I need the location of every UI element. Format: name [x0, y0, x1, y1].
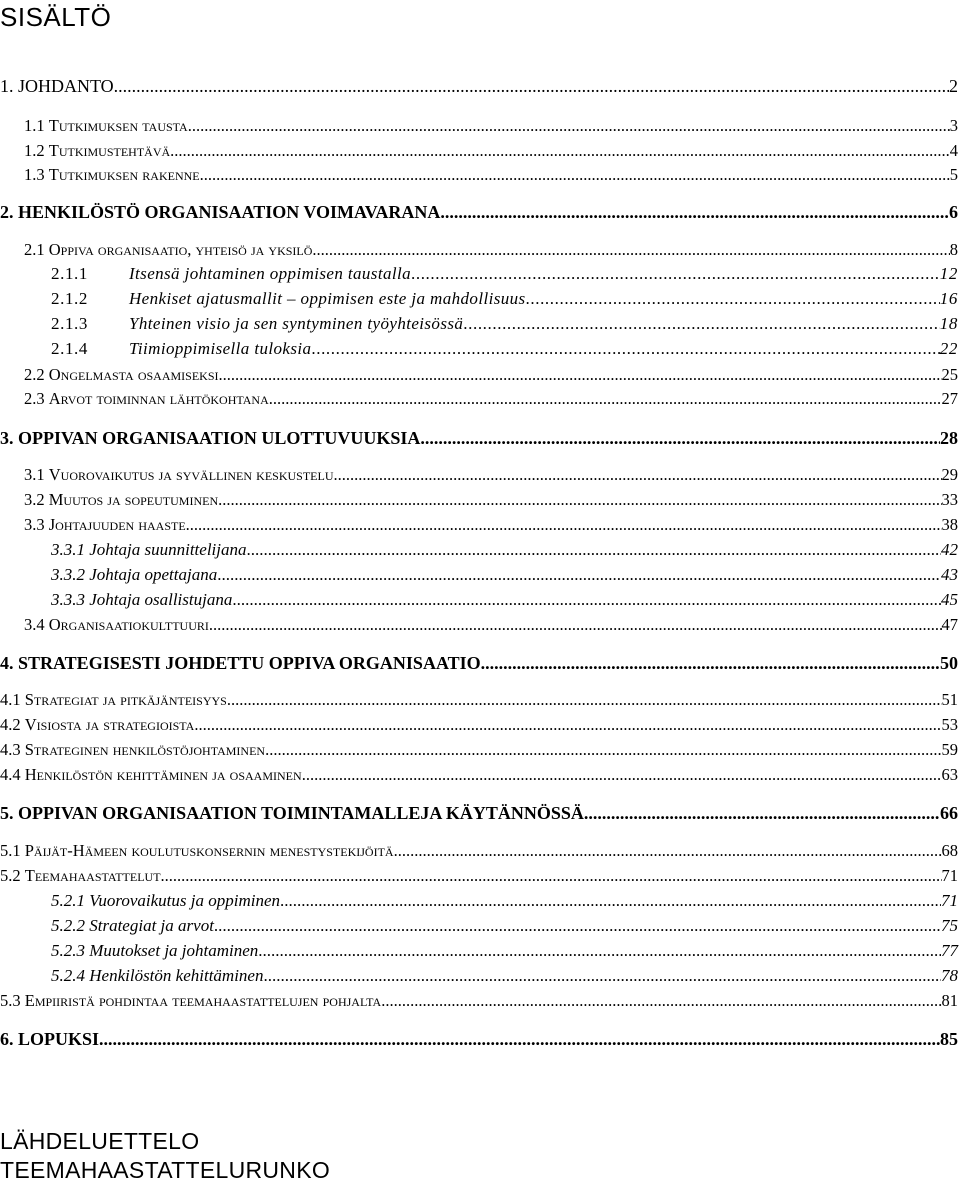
toc-leader — [258, 941, 941, 961]
toc-leader — [218, 490, 941, 510]
toc-page-number: 22 — [939, 339, 958, 358]
toc-entry[interactable] — [0, 803, 958, 827]
toc-title: OPPIVAN ORGANISAATION ULOTTUVUUKSIA — [18, 428, 421, 448]
toc-number: 3. — [0, 428, 14, 448]
toc-title: Visiosta ja strategioista — [24, 715, 195, 734]
toc-title: Tutkimuksen tausta — [48, 116, 188, 135]
toc-number: 4. — [0, 653, 14, 673]
toc-number: 3.3.1 — [51, 540, 85, 559]
page-title: SISÄLTÖ — [0, 2, 112, 32]
toc-leader — [200, 165, 950, 185]
toc-leader — [232, 590, 941, 610]
toc-number: 3.2 — [24, 490, 45, 509]
toc-entry[interactable] — [24, 515, 958, 539]
toc-number: 1. — [0, 76, 14, 96]
toc-leader — [186, 515, 942, 535]
toc-entry[interactable] — [51, 314, 958, 338]
toc-number: 2.1.4 — [51, 339, 88, 358]
toc-number: 2.1.1 — [51, 264, 88, 283]
toc-entry[interactable] — [0, 991, 958, 1015]
toc-title: Vuorovaikutus ja oppiminen — [89, 891, 281, 910]
toc-leader — [302, 765, 942, 785]
interview-outline-heading: TEEMAHAASTATTELURUNKO — [0, 1157, 331, 1183]
toc-title: Itsensä johtaminen oppimisen taustalla — [129, 264, 411, 283]
toc-title: Strateginen henkilöstöjohtaminen — [24, 740, 266, 759]
toc-number: 2.3 — [24, 389, 45, 408]
toc-leader — [333, 465, 941, 485]
toc-leader — [209, 615, 942, 635]
toc-number: 5. — [0, 803, 14, 823]
toc-entry[interactable] — [0, 428, 958, 452]
toc-entry[interactable] — [0, 202, 958, 226]
toc-title: Henkiset ajatusmallit – oppimisen este ja mahdollisuus — [129, 289, 526, 308]
toc-leader — [170, 141, 950, 161]
toc-entry[interactable] — [0, 765, 958, 789]
toc-title: OPPIVAN ORGANISAATION TOIMINTAMALLEJA KÄYTÄNNÖSSÄ — [18, 803, 584, 823]
toc-leader — [219, 365, 942, 385]
toc-page-number: 50 — [940, 653, 958, 673]
toc-leader — [194, 715, 941, 735]
toc-title: Strategiat ja pitkäjänteisyys — [24, 690, 227, 709]
toc-page-number: 85 — [940, 1029, 958, 1049]
toc-number: 5.2.4 — [51, 966, 85, 985]
toc-entry[interactable] — [51, 339, 958, 363]
toc-number: 3.3.2 — [51, 565, 85, 584]
toc-entry[interactable] — [0, 690, 958, 714]
toc-page-number: 59 — [941, 740, 958, 759]
toc-entry[interactable] — [51, 590, 958, 614]
toc-leader — [411, 264, 940, 284]
toc-entry[interactable] — [24, 141, 958, 165]
toc-title: Johtaja suunnittelijana — [89, 540, 247, 559]
toc-entry[interactable] — [0, 740, 958, 764]
toc-page-number: 3 — [949, 116, 958, 135]
toc-leader — [381, 991, 941, 1011]
toc-page-number: 45 — [941, 590, 958, 609]
toc-entry[interactable] — [51, 916, 958, 940]
toc-page-number: 68 — [941, 841, 958, 860]
toc-leader — [269, 389, 942, 409]
toc-title: Muutos ja sopeutuminen — [48, 490, 219, 509]
toc-title: Johtajuuden haaste — [48, 515, 186, 534]
toc-number: 3.3 — [24, 515, 45, 534]
toc-title: Tutkimustehtävä — [48, 141, 171, 160]
toc-number: 4.4 — [0, 765, 21, 784]
toc-title: Päijät-Hämeen koulutuskonsernin menestystekijöitä — [24, 841, 394, 860]
toc-page-number: 33 — [941, 490, 958, 509]
toc-number: 4.2 — [0, 715, 21, 734]
toc-page-number: 66 — [940, 803, 958, 823]
toc-leader — [99, 1029, 940, 1050]
toc-page-number: 28 — [940, 428, 958, 448]
toc-title: Tutkimuksen rakenne — [48, 165, 200, 184]
toc-number: 1.3 — [24, 165, 45, 184]
toc-number: 2.1.2 — [51, 289, 88, 308]
toc-entry[interactable] — [24, 465, 958, 489]
toc-leader — [265, 740, 941, 760]
toc-leader — [481, 653, 940, 674]
toc-page-number: 77 — [941, 941, 958, 960]
toc-page-number: 71 — [941, 891, 958, 910]
toc-title: Yhteinen visio ja sen syntyminen työyhteisössä — [129, 314, 464, 333]
toc-leader — [280, 891, 941, 911]
toc-title: Empiiristä pohdintaa teemahaastattelujen pohjalta — [24, 991, 382, 1010]
toc-page-number: 4 — [949, 141, 958, 160]
toc-entry[interactable] — [51, 264, 958, 288]
toc-entry[interactable] — [0, 841, 958, 865]
toc-number: 5.2.1 — [51, 891, 85, 910]
toc-entry[interactable] — [0, 653, 958, 677]
toc-number: 3.4 — [24, 615, 45, 634]
toc-entry[interactable] — [24, 165, 958, 189]
toc-title: Vuorovaikutus ja syvällinen keskustelu — [48, 465, 334, 484]
toc-leader — [217, 565, 941, 585]
toc-page-number: 53 — [941, 715, 958, 734]
toc-page-number: 78 — [941, 966, 958, 985]
toc-number: 3.1 — [24, 465, 45, 484]
toc-leader — [312, 240, 949, 260]
toc-number: 4.3 — [0, 740, 21, 759]
toc-title: Oppiva organisaatio, yhteisö ja yksilö — [48, 240, 313, 259]
toc-page-number: 27 — [941, 389, 958, 408]
toc-number: 5.2.3 — [51, 941, 85, 960]
toc-title: Tiimioppimisella tuloksia — [129, 339, 312, 358]
toc-entry[interactable] — [24, 490, 958, 514]
toc-entry[interactable] — [51, 565, 958, 589]
toc-page-number: 51 — [941, 690, 958, 709]
toc-page-number: 81 — [941, 991, 958, 1010]
toc-leader — [227, 690, 942, 710]
toc-title: Johtaja opettajana — [89, 565, 218, 584]
toc-leader — [440, 202, 949, 223]
toc-page-number: 38 — [941, 515, 958, 534]
toc-page-number: 18 — [939, 314, 958, 333]
toc-leader — [263, 966, 941, 986]
toc-number: 6. — [0, 1029, 14, 1049]
toc-entry[interactable] — [0, 1029, 958, 1053]
toc-page-number: 12 — [939, 264, 958, 283]
toc-number: 2. — [0, 202, 14, 222]
toc-title: LOPUKSI — [18, 1029, 100, 1049]
toc-page-number: 6 — [949, 202, 958, 222]
toc-page-number: 71 — [941, 866, 958, 885]
toc-number: 1.1 — [24, 116, 45, 135]
references-heading: LÄHDELUETTELO — [0, 1128, 200, 1154]
toc-entry[interactable] — [0, 866, 958, 890]
toc-number: 5.2 — [0, 866, 21, 885]
toc-leader — [161, 866, 942, 886]
toc-title: Henkilöstön kehittäminen — [89, 966, 264, 985]
toc-number: 5.3 — [0, 991, 21, 1010]
toc-leader — [247, 540, 942, 560]
toc-entry[interactable] — [24, 615, 958, 639]
toc-title: JOHDANTO — [18, 76, 114, 96]
toc-entry[interactable] — [51, 941, 958, 965]
toc-title: Muutokset ja johtaminen — [89, 941, 259, 960]
toc-page-number: 29 — [941, 465, 958, 484]
toc-leader — [214, 916, 941, 936]
toc-entry[interactable] — [51, 891, 958, 915]
toc-title: STRATEGISESTI JOHDETTU OPPIVA ORGANISAATIO — [18, 653, 481, 673]
toc-leader — [188, 116, 950, 136]
toc-leader — [394, 841, 942, 861]
toc-title: Teemahaastattelut — [24, 866, 161, 885]
toc-title: Henkilöstön kehittäminen ja osaaminen — [24, 765, 302, 784]
toc-entry[interactable] — [0, 715, 958, 739]
toc-page-number: 42 — [941, 540, 958, 559]
toc-number: 1.2 — [24, 141, 45, 160]
toc-leader — [584, 803, 940, 824]
toc-page-number: 75 — [941, 916, 958, 935]
toc-leader — [311, 339, 939, 359]
toc-title: HENKILÖSTÖ ORGANISAATION VOIMAVARANA — [18, 202, 441, 222]
toc-page-number: 8 — [949, 240, 958, 259]
toc-leader — [114, 76, 949, 97]
toc-page-number: 25 — [941, 365, 958, 384]
toc-number: 2.1 — [24, 240, 45, 259]
toc-title: Arvot toiminnan lähtökohtana — [48, 389, 269, 408]
toc-number: 5.1 — [0, 841, 21, 860]
toc-page-number: 2 — [949, 76, 958, 96]
toc-leader — [463, 314, 940, 334]
toc-page-number: 5 — [949, 165, 958, 184]
toc-entry[interactable] — [0, 76, 958, 100]
toc-page-number: 43 — [941, 565, 958, 584]
toc-title: Strategiat ja arvot — [89, 916, 214, 935]
toc-entry[interactable] — [24, 365, 958, 389]
toc-entry[interactable] — [51, 289, 958, 313]
toc-leader — [420, 428, 940, 449]
toc-entry[interactable] — [51, 540, 958, 564]
toc-number: 2.2 — [24, 365, 45, 384]
toc-number: 3.3.3 — [51, 590, 85, 609]
toc-title: Organisaatiokulttuuri — [48, 615, 209, 634]
toc-entry[interactable] — [24, 240, 958, 264]
toc-page-number: 16 — [939, 289, 958, 308]
toc-entry[interactable] — [24, 389, 958, 413]
toc-number: 4.1 — [0, 690, 21, 709]
toc-entry[interactable] — [24, 116, 958, 140]
toc-number: 5.2.2 — [51, 916, 85, 935]
toc-title: Ongelmasta osaamiseksi — [48, 365, 219, 384]
toc-number: 2.1.3 — [51, 314, 88, 333]
toc-page-number: 63 — [941, 765, 958, 784]
toc-title: Johtaja osallistujana — [89, 590, 233, 609]
toc-page-number: 47 — [941, 615, 958, 634]
toc-entry[interactable] — [51, 966, 958, 990]
toc-leader — [526, 289, 940, 309]
